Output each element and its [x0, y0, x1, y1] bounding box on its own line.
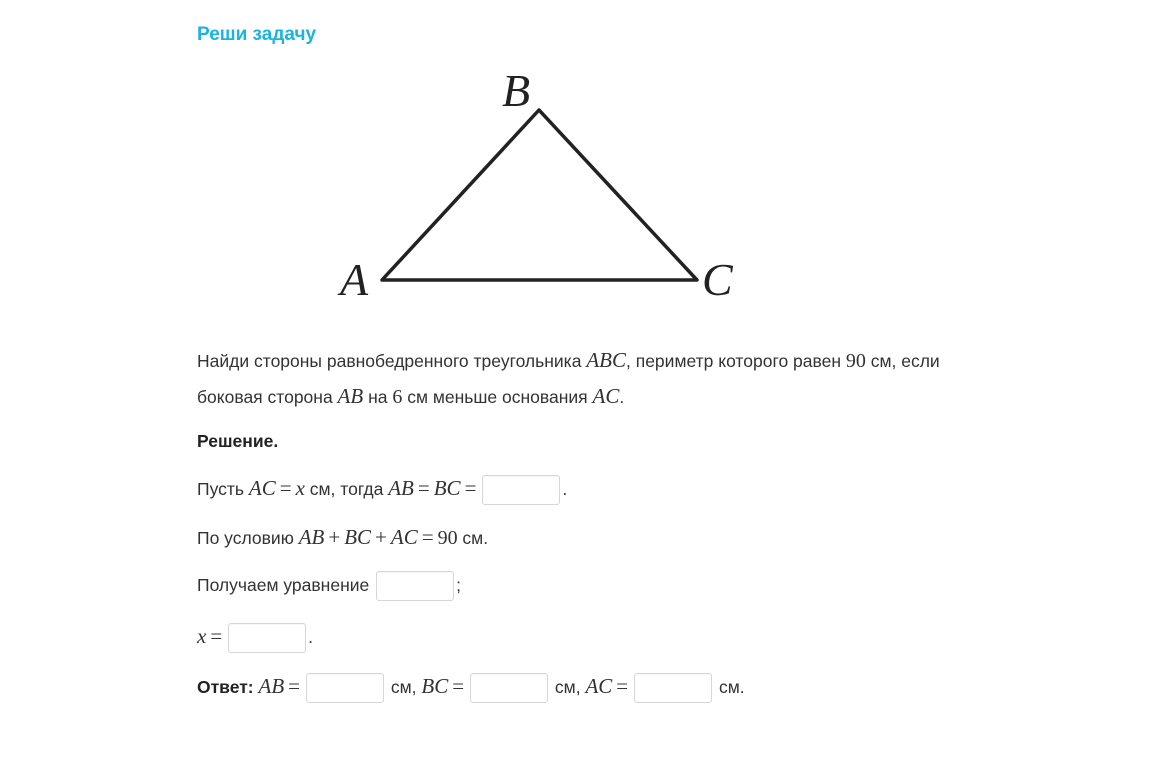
- problem-text: см, если: [865, 351, 940, 371]
- variable-x: x: [197, 624, 207, 648]
- unit-text: см,: [386, 677, 422, 697]
- step-text: ;: [456, 575, 461, 595]
- side-ac: AC: [585, 674, 613, 698]
- perimeter-value: 90: [437, 527, 458, 549]
- equals-sign: =: [210, 624, 223, 648]
- solution-step-4: [197, 622, 313, 653]
- solution-heading: Решение.: [197, 431, 279, 451]
- side-bc: BC: [433, 476, 461, 500]
- side-ab: AB: [258, 674, 285, 698]
- step-text: .: [562, 479, 568, 499]
- equation-input[interactable]: [376, 571, 454, 601]
- answer-label: Ответ:: [197, 677, 254, 697]
- perimeter-value: 90: [845, 350, 866, 372]
- side-ac: AC: [390, 525, 418, 549]
- answer-ac-input[interactable]: [634, 673, 712, 703]
- step-text: Получаем уравнение: [197, 575, 375, 595]
- problem-text: Найди стороны равнобедренного треугольника: [197, 351, 587, 371]
- equals-sign: =: [464, 476, 477, 500]
- equals-sign: =: [452, 674, 465, 698]
- step-text: см.: [457, 528, 489, 548]
- problem-text: на: [363, 387, 393, 407]
- unit-text: см.: [714, 677, 745, 697]
- unit-text: см,: [550, 677, 586, 697]
- answer-line: [197, 672, 745, 703]
- problem-statement-line-1: [197, 346, 940, 375]
- side-ac: AC: [248, 476, 276, 500]
- problem-text: .: [619, 387, 625, 407]
- side-ab: AB: [298, 525, 325, 549]
- triangle-abc: [382, 110, 697, 280]
- solution-step-1: [197, 474, 567, 505]
- step-text: Пусть: [197, 479, 249, 499]
- step-text: см, тогда: [304, 479, 389, 499]
- equals-sign: =: [417, 476, 430, 500]
- x-value-input[interactable]: [228, 623, 306, 653]
- equals-sign: =: [279, 476, 292, 500]
- plus-sign: +: [375, 525, 387, 549]
- side-bc: BC: [421, 674, 449, 698]
- problem-text: , периметр которого равен: [626, 351, 846, 371]
- vertex-label-b: B: [502, 65, 531, 116]
- task-title[interactable]: Реши задачу: [197, 24, 317, 45]
- vertex-label-a: A: [340, 254, 369, 305]
- solution-step-3: [197, 571, 461, 601]
- side-ab: AB: [388, 476, 414, 500]
- problem-statement-line-2: [197, 382, 624, 411]
- equals-sign: =: [288, 674, 300, 698]
- side-bc: BC: [344, 525, 372, 549]
- triangle-figure: [330, 62, 750, 312]
- step-text: .: [308, 627, 314, 647]
- step-text: По условию: [197, 528, 299, 548]
- vertex-label-c: C: [702, 254, 733, 305]
- triangle-name: ABC: [586, 348, 626, 372]
- equals-sign: =: [616, 674, 629, 698]
- difference-value: 6: [392, 386, 403, 408]
- side-ac: AC: [592, 384, 620, 408]
- answer-ab-input[interactable]: [306, 673, 384, 703]
- problem-text: см меньше основания: [402, 387, 593, 407]
- variable-x: x: [295, 476, 305, 500]
- solution-step-2: [197, 523, 488, 552]
- side-ab: AB: [337, 384, 364, 408]
- ab-bc-expression-input[interactable]: [482, 475, 560, 505]
- equals-sign: =: [421, 525, 434, 549]
- problem-text: боковая сторона: [197, 387, 338, 407]
- answer-bc-input[interactable]: [470, 673, 548, 703]
- plus-sign: +: [328, 525, 341, 549]
